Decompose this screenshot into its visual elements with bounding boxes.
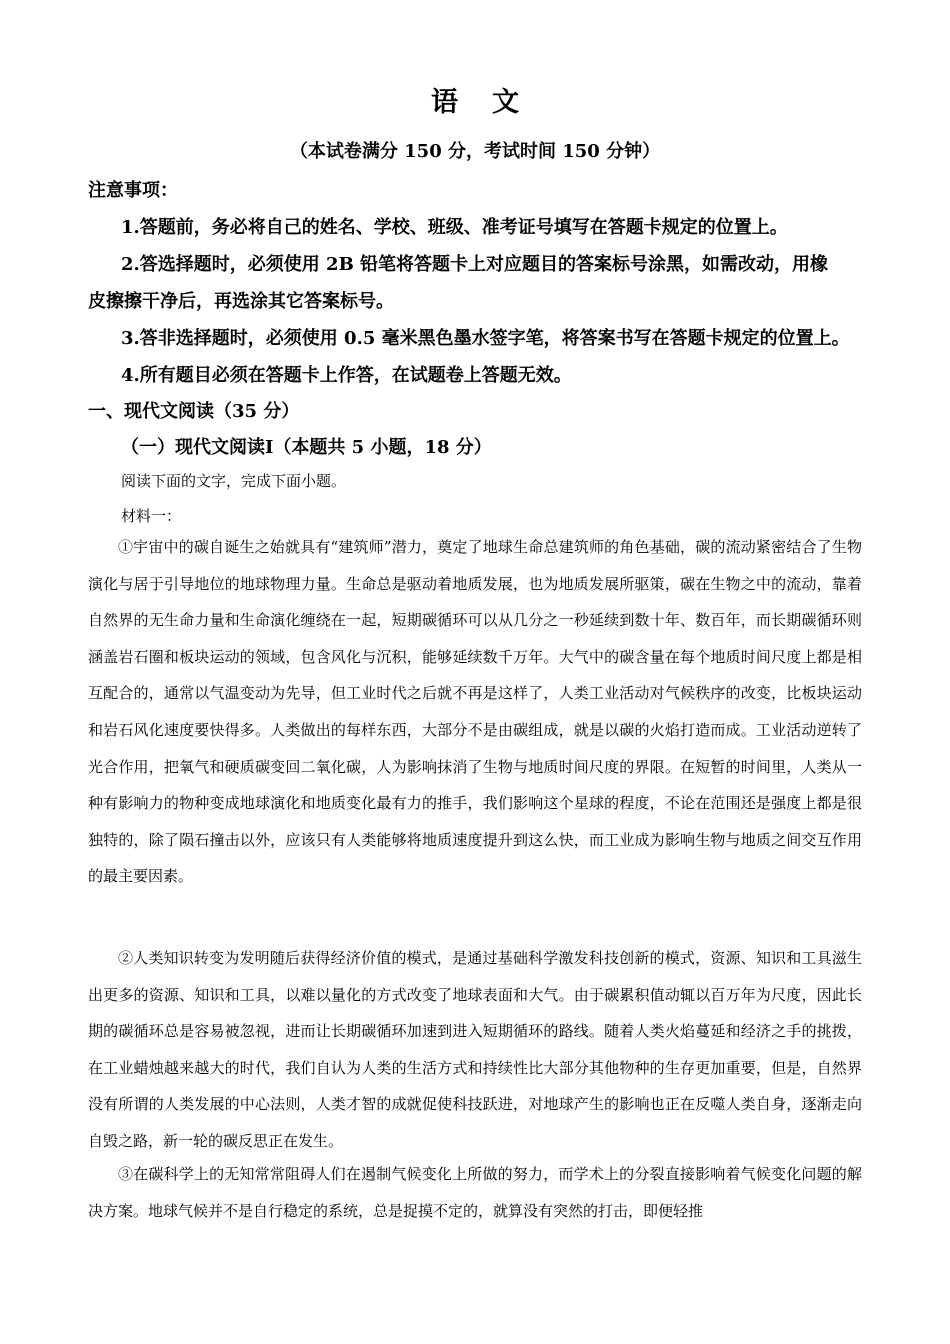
notice-label: 注意事项： [88, 180, 178, 201]
material-label: 材料一： [121, 507, 182, 525]
subsection-heading: （一）现代文阅读Ⅰ（本题共 5 小题，18 分） [121, 437, 492, 458]
notice-item-1: 1.答题前，务必将自己的姓名、学校、班级、准考证号填写在答题卡规定的位置上。 [121, 217, 788, 238]
section-heading: 一、现代文阅读（35 分） [88, 401, 300, 422]
paragraph-1: ①宇宙中的碳自诞生之始就具有“建筑师”潜力，奠定了地球生命总建筑师的角色基础，碳的流动紧密结合了生物演化与居于引导地位的地球物理力量。生命总是驱动着地质发展，也为地质发展所驱策，碳在生物之中的流动，靠着自然界的无生命力量和生命演化缠绕在一起，短期碳循环可以从几分之一秒延续到数十年、数百年，而长期碳循环则涵盖岩石圈和板块运动的领域，包含风化与沉积，能够延续数千万年。大气中的碳含量在每个地质时间尺度上都是相互配合的，通常以气温变动为先导，但工业时代之后就不再是这样了，人类工业活动对气候秩序的改变，比板块运动和岩石风化速度要快得多。人类做出的每样东西，大部分不是由碳组成，就是以碳的火焰打造而成。工业活动逆转了光合作用，把氧气和硬质碳变回二氧化碳，人为影响抹消了生物与地质时间尺度的界限。在短暂的时间里，人类从一种有影响力的物种变成地球演化和地质变化最有力的推手，我们影响这个星球的程度，不论在范围还是强度上都是很独特的，除了陨石撞击以外，应该只有人类能够将地质速度提升到这么快，而工业成为影响生物与地质之间交互作用的最主要因素。 [88, 538, 862, 886]
exam-info: （本试卷满分 150 分，考试时间 150 分钟） [289, 141, 661, 162]
reading-instruction: 阅读下面的文字，完成下面小题。 [121, 472, 347, 490]
notice-item-2: 2.答选择题时，必须使用 2B 铅笔将答题卡上对应题目的答案标号涂黑，如需改动，用橡 [121, 254, 829, 275]
paragraph-3: ③在碳科学上的无知常常阻碍人们在遏制气候变化上所做的努力，而学术上的分裂直接影响着气候变化问题的解决方案。地球气候并不是自行稳定的系统，总是捉摸不定的，就算没有突然的打击，即便轻推 [88, 1165, 862, 1220]
notice-item-4: 4.所有题目必须在答题卡上作答，在试题卷上答题无效。 [121, 365, 572, 386]
page-title: 语文 [431, 87, 553, 118]
notice-item-2-continued: 皮擦擦干净后，再选涂其它答案标号。 [88, 291, 394, 312]
paragraph-2: ②人类知识转变为发明随后获得经济价值的模式，是通过基础科学激发科技创新的模式，资源、知识和工具滋生出更多的资源、知识和工具，以难以量化的方式改变了地球表面和大气。由于碳累积值动辄以百万年为尺度，因此长期的碳循环总是容易被忽视，进而让长期碳循环加速到进入短期循环的路线。随着人类火焰蔓延和经济之手的挑拨，在工业蜡烛越来越大的时代，我们自认为人类的生活方式和持续性比大部分其他物种的生存更加重要，但是，自然界没有所谓的人类发展的中心法则，人类才智的成就促使科技跃进，对地球产生的影响也正在反噬人类自身，逐渐走向自毁之路，新一轮的碳反思正在发生。 [88, 949, 862, 1150]
notice-item-3: 3.答非选择题时，必须使用 0.5 毫米黑色墨水签字笔，将答案书写在答题卡规定的位置上。 [121, 328, 850, 349]
